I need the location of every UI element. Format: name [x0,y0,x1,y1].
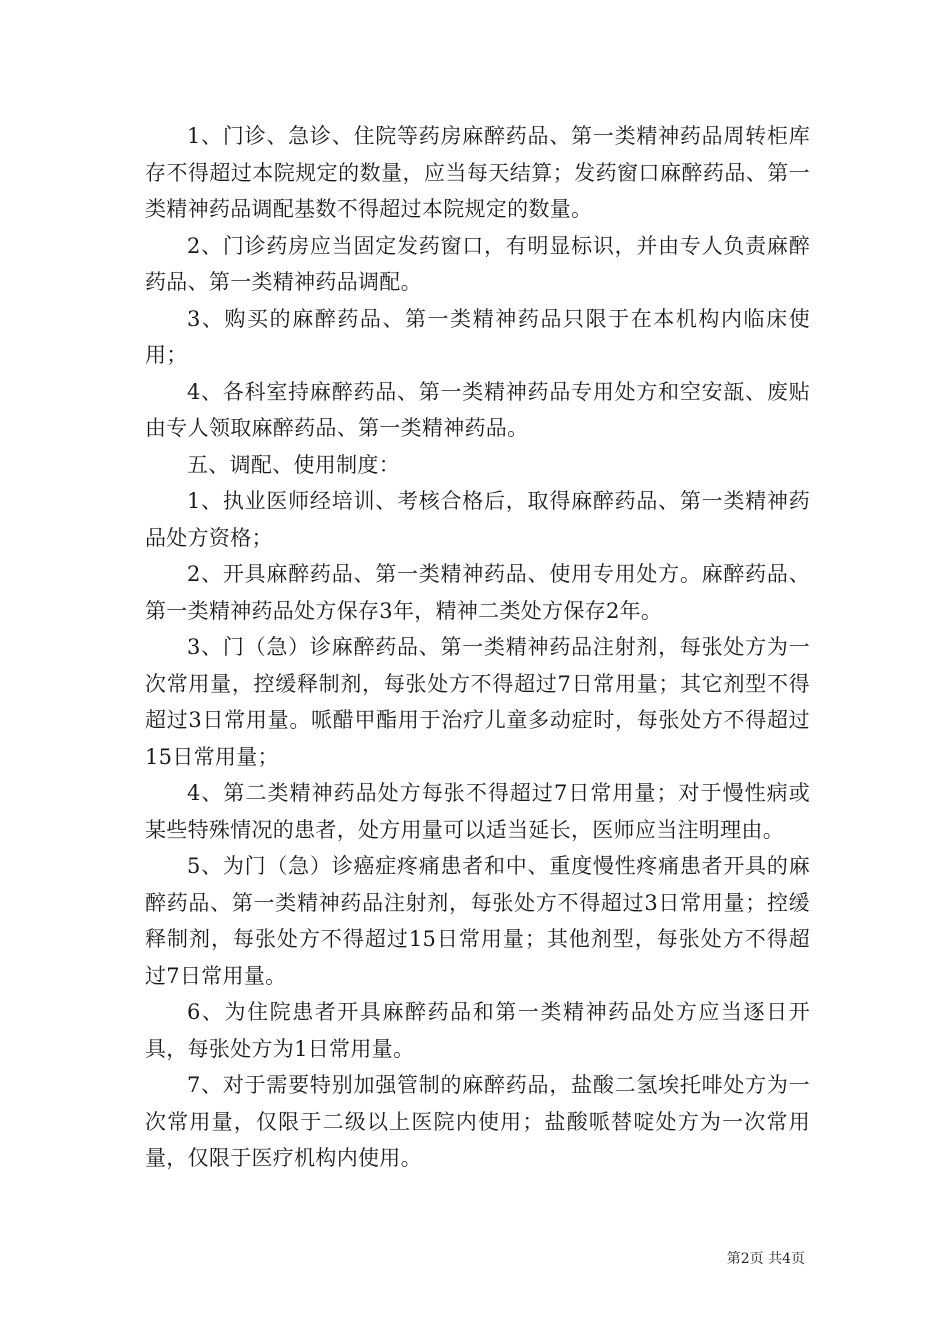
paragraph: 3、门（急）诊麻醉药品、第一类精神药品注射剂，每张处方为一次常用量，控缓释制剂，每张处方不得超过7日常用量；其它剂型不得超过3日常用量。哌醋甲酯用于治疗儿童多动症时，每张处方不得超过15日常用量； [145,635,810,769]
paragraph: 2、开具麻醉药品、第一类精神药品、使用专用处方。麻醉药品、第一类精神药品处方保存3年，精神二类处方保存2年。 [145,562,810,623]
paragraph: 2、门诊药房应当固定发药窗口，有明显标识，并由专人负责麻醉药品、第一类精神药品调配。 [145,233,810,294]
paragraph: 6、为住院患者开具麻醉药品和第一类精神药品处方应当逐日开具，每张处方为1日常用量。 [145,1000,810,1061]
paragraph: 5、为门（急）诊癌症疼痛患者和中、重度慢性疼痛患者开具的麻醉药品、第一类精神药品注射剂，每张处方不得超过3日常用量；控缓释制剂，每张处方不得超过15日常用量；其他剂型，每张处方不得超过7日常用量。 [145,854,810,988]
section-heading: 五、调配、使用制度： [187,452,400,477]
paragraph: 4、各科室持麻醉药品、第一类精神药品专用处方和空安瓿、废贴由专人领取麻醉药品、第一类精神药品。 [145,379,810,440]
paragraph: 1、执业医师经培训、考核合格后，取得麻醉药品、第一类精神药品处方资格； [145,489,810,550]
paragraph: 1、门诊、急诊、住院等药房麻醉药品、第一类精神药品周转柜库存不得超过本院规定的数量，应当每天结算；发药窗口麻醉药品、第一类精神药品调配基数不得超过本院规定的数量。 [145,124,810,221]
page-number: 第2页 共4页 [726,1251,805,1267]
paragraph: 3、购买的麻醉药品、第一类精神药品只限于在本机构内临床使用； [145,306,810,367]
paragraph: 7、对于需要特别加强管制的麻醉药品，盐酸二氢埃托啡处方为一次常用量，仅限于二级以上医院内使用；盐酸哌替啶处方为一次常用量，仅限于医疗机构内使用。 [145,1073,810,1170]
paragraph: 4、第二类精神药品处方每张不得超过7日常用量；对于慢性病或某些特殊情况的患者，处方用量可以适当延长，医师应当注明理由。 [145,781,810,842]
document-body [145,118,810,1177]
